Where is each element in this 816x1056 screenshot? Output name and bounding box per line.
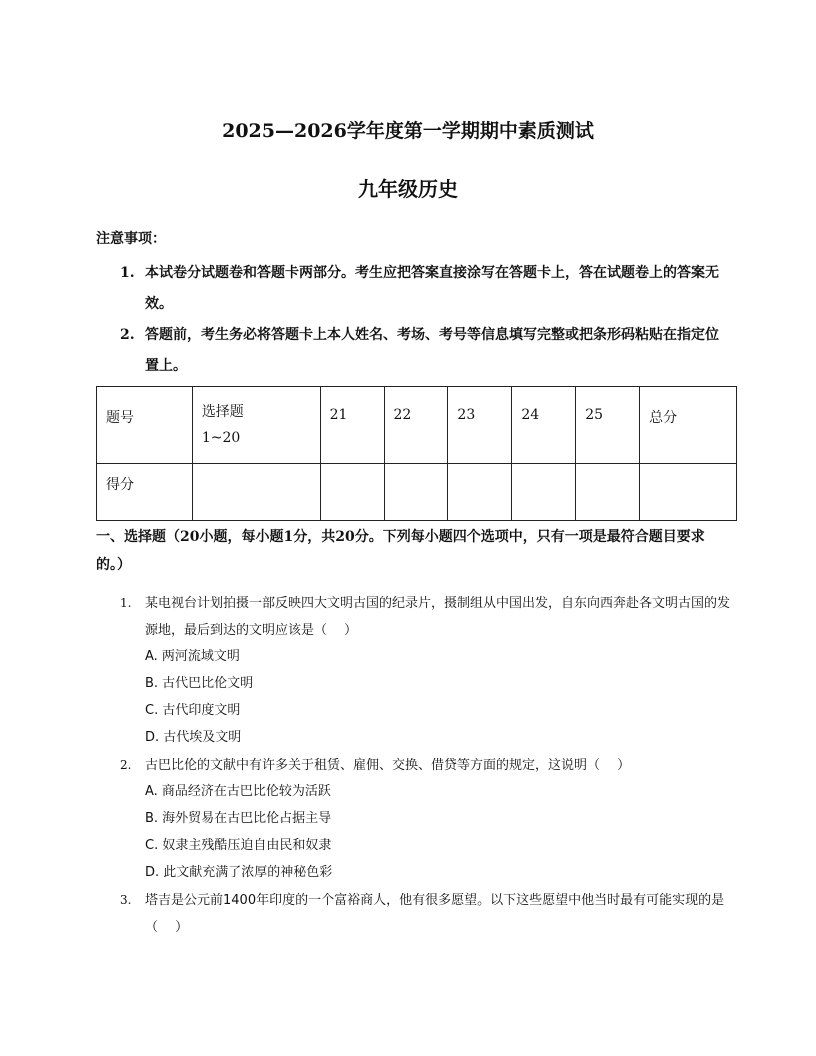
cell-text: 得分 (106, 477, 134, 493)
option-c: C. 古代印度文明 (145, 703, 241, 718)
notice-item-number: 2. (120, 327, 135, 343)
cell-text: 25 (585, 407, 604, 423)
cell-score-blank (384, 464, 448, 521)
cell-q25 (576, 387, 640, 464)
cell-score-blank (640, 464, 737, 521)
option-b: B. 海外贸易在古巴比伦占据主导 (145, 811, 332, 826)
cell-score-label (97, 464, 193, 521)
section-heading: 一、选择题（20小题，每小题1分，共20分。下列每小题四个选项中，只有一项是最符合题目要求的。） (96, 529, 705, 573)
cell-text: 选择题 (201, 404, 244, 420)
cell-q22 (384, 387, 448, 464)
cell-text: 总分 (649, 410, 678, 426)
cell-question-number-label (97, 387, 193, 464)
question-1 (120, 590, 730, 644)
option-a: A. 商品经济在古巴比伦较为活跃 (145, 784, 331, 799)
question-2 (120, 752, 730, 779)
question-text: 古巴比伦的文献中有许多关于租赁、雇佣、交换、借贷等方面的规定，这说明（ ） (145, 758, 631, 773)
cell-score-blank (448, 464, 512, 521)
question-number: 2. (120, 758, 132, 772)
question-number: 1. (120, 596, 132, 610)
cell-score-blank (576, 464, 640, 521)
exam-subtitle: 九年级历史 (358, 177, 458, 201)
option-d: D. 此文献充满了浓厚的神秘色彩 (145, 865, 333, 880)
cell-choice-range (192, 387, 320, 464)
score-table-header-row (97, 387, 737, 464)
score-table (96, 386, 737, 521)
question-text: 塔吉是公元前1400年印度的一个富裕商人，他有很多愿望。以下这些愿望中他当时最有可能实现的是（ ） (145, 893, 725, 935)
cell-total-label (640, 387, 737, 464)
question-3 (120, 887, 730, 941)
score-table-score-row (97, 464, 737, 521)
cell-score-blank (192, 464, 320, 521)
cell-text: 1~20 (201, 430, 241, 446)
notice-item-text: 答题前，考生务必将答题卡上本人姓名、考场、考号等信息填写完整或把条形码粘贴在指定位置上。 (145, 327, 719, 374)
cell-q21 (320, 387, 384, 464)
notice-item (120, 320, 720, 382)
exam-title: 2025—2026学年度第一学期期中素质测试 (222, 120, 594, 142)
cell-text: 22 (393, 407, 412, 423)
notice-heading: 注意事项： (96, 231, 166, 247)
cell-text: 21 (329, 407, 348, 423)
notice-item-number: 1. (120, 265, 135, 281)
cell-q24 (512, 387, 576, 464)
cell-score-blank (320, 464, 384, 521)
question-text: 某电视台计划拍摄一部反映四大文明古国的纪录片，摄制组从中国出发，自东向西奔赴各文明古国的发源地，最后到达的文明应该是（ ） (145, 596, 731, 638)
notice-item (120, 258, 720, 320)
cell-score-blank (512, 464, 576, 521)
question-number: 3. (120, 893, 132, 907)
option-a: A. 两河流域文明 (145, 649, 240, 664)
cell-text: 题号 (106, 410, 134, 426)
cell-text: 24 (521, 407, 540, 423)
cell-text: 23 (457, 407, 476, 423)
option-c: C. 奴隶主残酷压迫自由民和奴隶 (145, 838, 332, 853)
option-d: D. 古代埃及文明 (145, 730, 242, 745)
option-b: B. 古代巴比伦文明 (145, 676, 254, 691)
cell-q23 (448, 387, 512, 464)
notice-item-text: 本试卷分试题卷和答题卡两部分。考生应把答案直接涂写在答题卡上，答在试题卷上的答案无效。 (145, 265, 719, 312)
